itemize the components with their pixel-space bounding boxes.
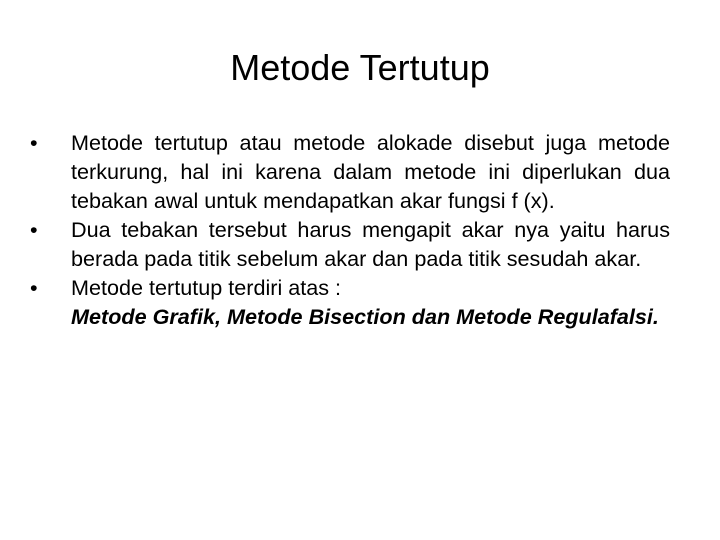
bullet-icon: •: [30, 275, 38, 300]
bullet-item-two-guesses: [30, 215, 670, 273]
slide-title: Metode Tertutup: [230, 47, 490, 88]
methods-list-text: Metode Grafik, Metode Bisection dan Metode Regulafalsi.: [71, 304, 659, 329]
bullet-text: Dua tebakan tersebut harus mengapit akar nya yaitu harus berada pada titik sebelum akar dan pada titik sesudah akar.: [71, 217, 670, 271]
bullet-text: Metode tertutup atau metode alokade disebut juga metode terkurung, hal ini karena dalam metode ini diperlukan dua tebakan awal untuk mendapatkan akar fungsi f (x).: [71, 130, 670, 213]
bullet-icon: •: [30, 130, 38, 155]
bullet-text: Metode tertutup terdiri atas :: [71, 275, 342, 300]
bullet-icon: •: [30, 217, 38, 242]
bullet-item-consists-of: [30, 273, 670, 302]
bullet-list: [30, 128, 670, 331]
bullet-item-closed-method: [30, 128, 670, 215]
